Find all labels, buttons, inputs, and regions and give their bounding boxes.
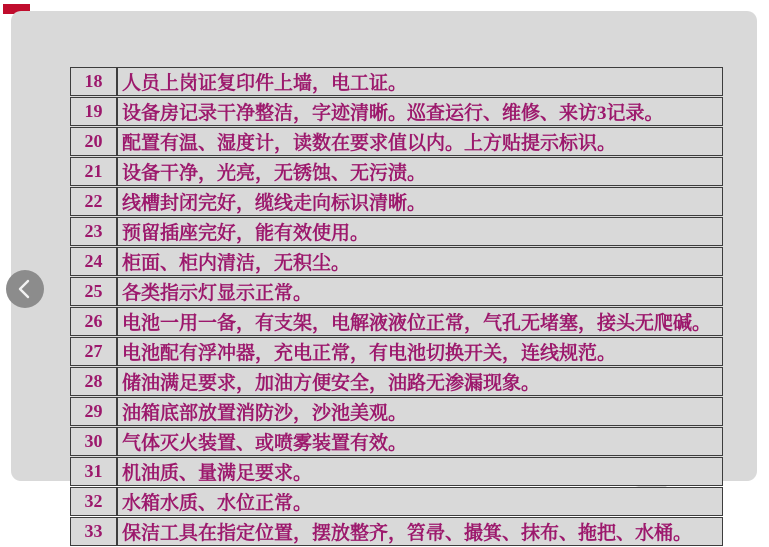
row-number-cell: 28 [70, 367, 117, 396]
row-number-cell: 19 [70, 97, 117, 126]
row-number-cell: 29 [70, 397, 117, 426]
row-number-cell: 27 [70, 337, 117, 366]
row-number-cell: 30 [70, 427, 117, 456]
row-number-cell: 32 [70, 487, 117, 516]
row-number-cell: 20 [70, 127, 117, 156]
table-row [70, 487, 723, 516]
row-text-cell: 水箱水质、水位正常。 [117, 487, 723, 516]
chevron-left-icon [6, 270, 44, 308]
prev-slide-button[interactable] [6, 270, 44, 308]
table-row [70, 337, 723, 366]
row-text-cell: 人员上岗证复印件上墙，电工证。 [117, 67, 723, 96]
row-text-cell: 电池一用一备，有支架，电解液液位正常，气孔无堵塞，接头无爬碱。 [117, 307, 723, 336]
row-number-cell: 23 [70, 217, 117, 246]
row-text-cell: 设备房记录干净整洁，字迹清晰。巡查运行、维修、来访3记录。 [117, 97, 723, 126]
checklist-table [70, 66, 723, 547]
row-text-cell: 保洁工具在指定位置，摆放整齐，笤帚、撮箕、抹布、拖把、水桶。 [117, 517, 723, 546]
table-row [70, 367, 723, 396]
row-text-cell: 线槽封闭完好，缆线走向标识清晰。 [117, 187, 723, 216]
row-number-cell: 21 [70, 157, 117, 186]
table-row [70, 127, 723, 156]
row-text-cell: 配置有温、湿度计，读数在要求值以内。上方贴提示标识。 [117, 127, 723, 156]
table-row [70, 97, 723, 126]
checklist-body [70, 67, 723, 546]
row-text-cell: 机油质、量满足要求。 [117, 457, 723, 486]
row-text-cell: 储油满足要求，加油方便安全，油路无渗漏现象。 [117, 367, 723, 396]
table-row [70, 517, 723, 546]
table-row [70, 187, 723, 216]
row-text-cell: 设备干净，光亮，无锈蚀、无污渍。 [117, 157, 723, 186]
row-number-cell: 33 [70, 517, 117, 546]
table-row [70, 307, 723, 336]
table-row [70, 67, 723, 96]
row-number-cell: 18 [70, 67, 117, 96]
table-row [70, 217, 723, 246]
checklist-table-wrap [70, 66, 723, 547]
table-row [70, 457, 723, 486]
row-number-cell: 22 [70, 187, 117, 216]
row-text-cell: 气体灭火装置、或喷雾装置有效。 [117, 427, 723, 456]
row-text-cell: 各类指示灯显示正常。 [117, 277, 723, 306]
table-row [70, 247, 723, 276]
row-number-cell: 31 [70, 457, 117, 486]
row-text-cell: 电池配有浮冲器，充电正常，有电池切换开关，连线规范。 [117, 337, 723, 366]
row-text-cell: 预留插座完好，能有效使用。 [117, 217, 723, 246]
row-number-cell: 26 [70, 307, 117, 336]
row-text-cell: 油箱底部放置消防沙，沙池美观。 [117, 397, 723, 426]
table-row [70, 427, 723, 456]
row-number-cell: 24 [70, 247, 117, 276]
table-row [70, 277, 723, 306]
row-text-cell: 柜面、柜内清洁，无积尘。 [117, 247, 723, 276]
table-row [70, 397, 723, 426]
row-number-cell: 25 [70, 277, 117, 306]
table-row [70, 157, 723, 186]
